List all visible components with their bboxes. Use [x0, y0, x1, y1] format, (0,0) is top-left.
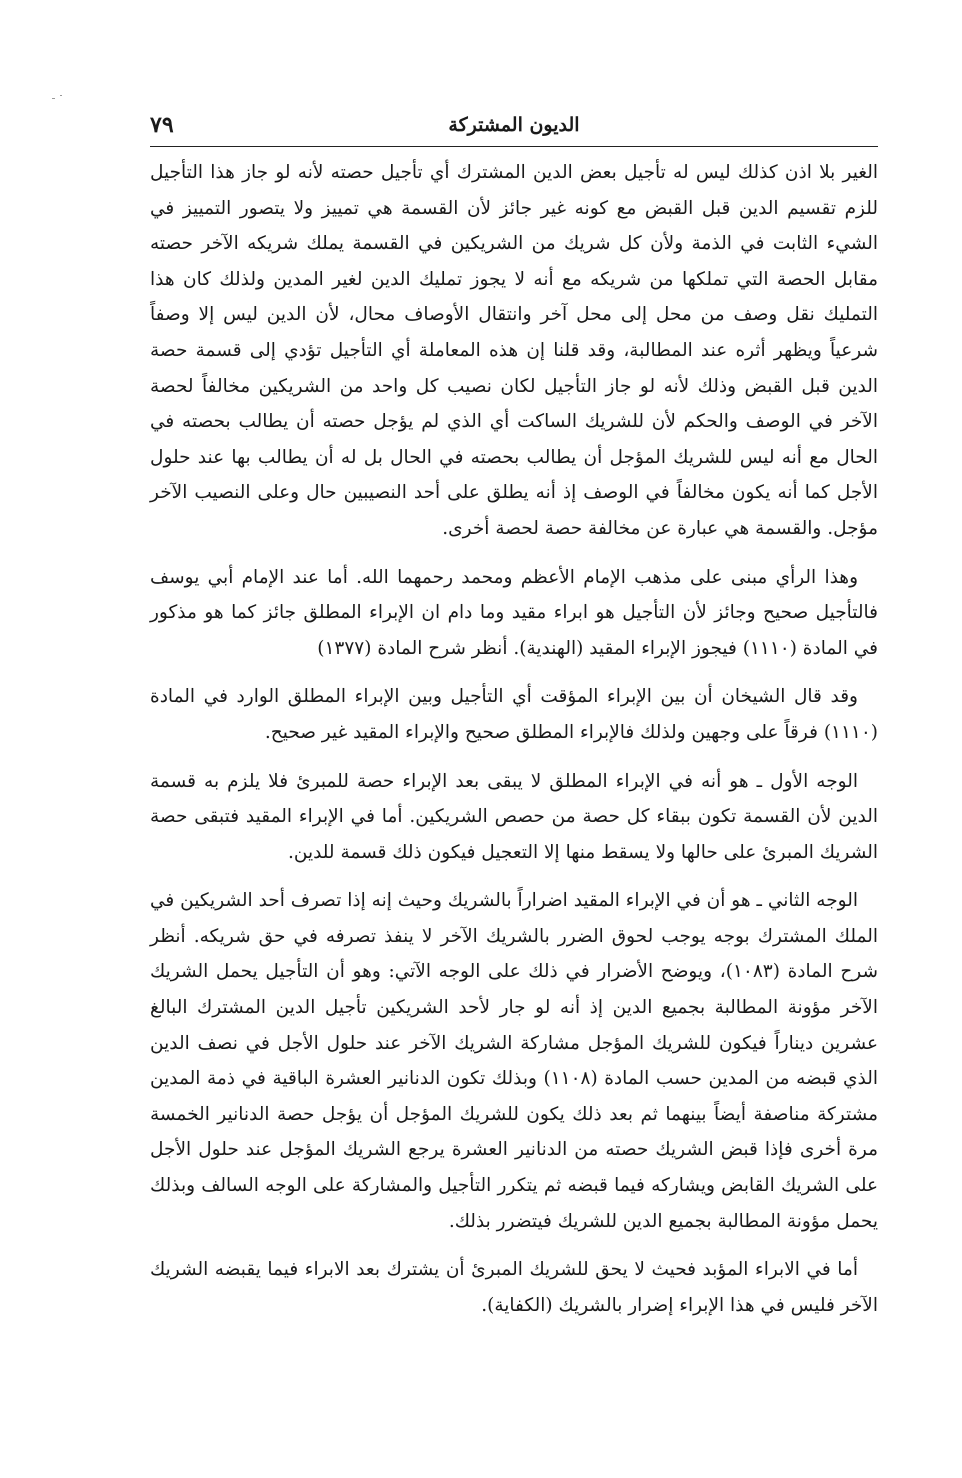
paragraph: وقد قال الشيخان أن بين الإبراء المؤقت أي التأجيل وبين الإبراء المطلق الوارد في المادة (١١١٠) فرقاً على وجهين ولذلك فالإبراء المطلق صحيح والإبراء المقيد غير صحيح.	[150, 686, 878, 743]
body-text	[150, 155, 878, 1323]
running-title: الديون المشتركة	[448, 114, 580, 136]
paragraph: الوجه الثاني ـ هو أن في الإبراء المقيد اضراراً بالشريك وحيث إنه إذا تصرف أحد الشريكين في الملك المشترك بوجه يوجب لحوق الضرر بالشريك الآخر لا ينفذ تصرفه في حق شريكه. أنظر شرح المادة (١٠٨٣)، ويوضح الأضرار في ذلك على الوجه الآتي: وهو أن التأجيل يحمل الشريك الآخر مؤونة المطالبة بجميع الدين إذ أنه لو جار لأحد الشريكين تأجيل الدين المشترك البالغ عشرين ديناراً فيكون للشريك المؤجل مشاركة الشريك الآخر عند حلول الأجل في نصف الدين الذي قبضه من المدين حسب المادة (١١٠٨) وبذلك تكون الدنانير العشرة الباقية في ذمة المدين مشتركة مناصفة أيضاً بينهما ثم بعد ذلك يكون للشريك المؤجل أن يؤجل حصة الدنانير الخمسة مرة أخرى فإذا قبض الشريك حصته من الدنانير العشرة يرجع الشريك المؤجل عند حلول الأجل على الشريك القابض ويشاركه فيما قبضه ثم يتكرر التأجيل والمشاركة على الوجه السالف وبذلك يحمل مؤونة المطالبة بجميع الدين للشريك فيتضرر بذلك.	[150, 890, 878, 1232]
scan-speck	[52, 98, 55, 99]
running-header	[150, 112, 878, 147]
paragraph: أما في الابراء المؤبد فحيث لا يحق للشريك المبرئ أن يشترك بعد الابراء فيما يقبضه الشريك الآخر فليس في هذا الإبراء إضرار بالشريك (الكفاية).	[150, 1259, 878, 1316]
document-page	[150, 112, 878, 1336]
page-number: ٧٩	[150, 112, 174, 138]
paragraph: الوجه الأول ـ هو أنه في الإبراء المطلق لا يبقى بعد الإبراء حصة للمبرئ فلا يلزم به قسمة الدين لأن القسمة تكون ببقاء كل حصة من حصص الشريكين. أما في الإبراء المقيد فتبقى حصة الشريك المبرئ على حالها ولا يسقط منها إلا التعجيل فيكون ذلك قسمة للدين.	[150, 770, 878, 863]
paragraph: الغير بلا اذن كذلك ليس له تأجيل بعض الدين المشترك أي تأجيل حصته لأنه لو جاز هذا التأجيل للزم تقسيم الدين قبل القبض مع كونه غير جائز لأن القسمة هي تمييز ولا يتصور التمييز في الشيء الثابت في الذمة ولأن كل شريك من الشريكين في القسمة يملك شريكه الآخر حصته مقابل الحصة التي تملكها من شريكه مع أنه لا يجوز تمليك الدين لغير المدين ولذلك كان هذا التمليك نقل وصف من محل إلى محل آخر وانتقال الأوصاف محال، لأن الدين ليس إلا وصفاً شرعياً ويظهر أثره عند المطالبة، وقد قلنا إن هذه المعاملة أي التأجيل تؤدي إلى قسمة حصة الدين قبل القبض وذلك لأنه لو جاز التأجيل لكان نصيب كل واحد من الشريكين مخالفاً لحصة الآخر في الوصف والحكم لأن للشريك الساكت أي الذي لم يؤجل حصته أن يطالب بحصته في الحال مع أنه ليس للشريك المؤجل أن يطالب بحصته في الحال بل له أن يطالب بها عند حلول الأجل كما أنه يكون مخالفاً في الوصف إذ أنه يطلق على أحد النصيبين حال وعلى النصيب الآخر مؤجل. والقسمة هي عبارة عن مخالفة حصة لحصة أخرى.	[150, 162, 878, 539]
paragraph: وهذا الرأي مبنى على مذهب الإمام الأعظم ومحمد رحمهما الله. أما عند الإمام أبي يوسف فالتأجيل صحيح وجائز لأن التأجيل هو ابراء مقيد وما دام ان الإبراء المطلق جائز كما هو مذكور في المادة (١١١٠) فيجوز الإبراء المقيد (الهندية). أنظر شرح المادة (١٣٧٧)	[150, 566, 878, 659]
scan-speck	[60, 95, 62, 96]
